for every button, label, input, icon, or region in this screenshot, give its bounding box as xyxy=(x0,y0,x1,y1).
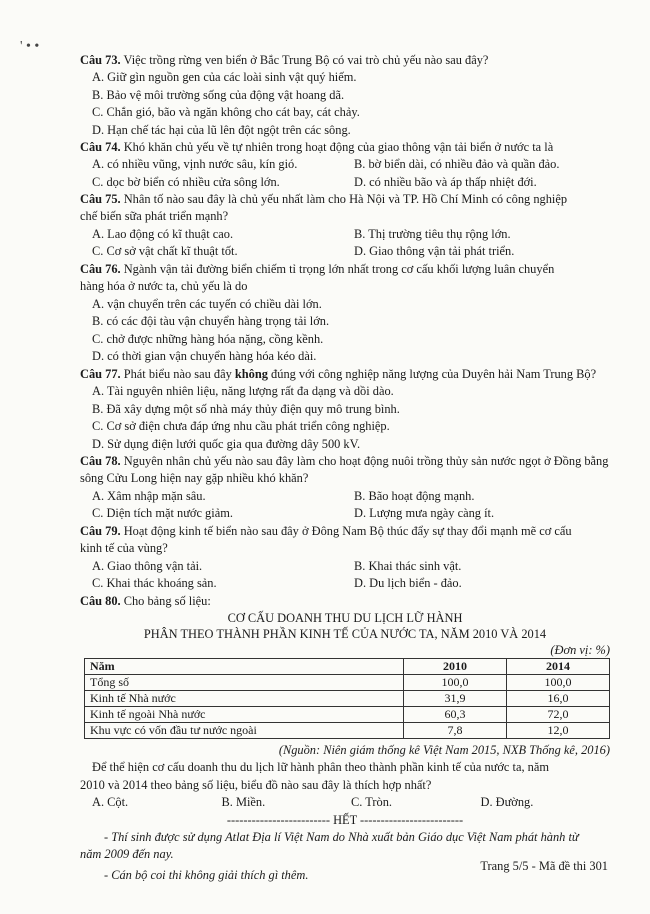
q73-option-c: C. Chắn gió, bão và ngăn không cho cát bay, cát chảy. xyxy=(92,105,360,120)
q77-option-c: C. Cơ sở điện chưa đáp ứng nhu cầu phát triển công nghiệp. xyxy=(92,419,390,434)
table-header-cell: 2014 xyxy=(507,659,610,675)
q79-option-a: A. Giao thông vận tải. xyxy=(92,558,203,573)
q73-option-b: B. Bảo vệ môi trường sống của động vật hoang dã. xyxy=(92,87,345,102)
table-row xyxy=(85,723,610,739)
q77-emphasis: không xyxy=(234,367,268,381)
question-76-stem: Câu 76. Ngành vận tải đường biển chiếm tỉ trọng lớn nhất trong cơ cấu khối lượng luân chuyển xyxy=(80,262,555,276)
q79-options-row-1 xyxy=(80,558,610,575)
q76-option-c: C. chở được những hàng hóa nặng, cồng kềnh. xyxy=(92,331,324,346)
q75-option-d: D. Giao thông vận tải phát triển. xyxy=(354,244,515,259)
question-78-stem-cont: sông Cửu Long hiện nay gặp nhiều khó khăn? xyxy=(80,471,309,486)
question-75 xyxy=(80,191,610,261)
q73-option-d: D. Hạn chế tác hại của lũ lên đột ngột trên các sông. xyxy=(92,122,351,137)
table-cell: 100,0 xyxy=(404,675,507,691)
q75-option-c: C. Cơ sở vật chất kĩ thuật tốt. xyxy=(92,244,238,259)
question-78-stem: Câu 78. Nguyên nhân chủ yếu nào sau đây làm cho hoạt động nuôi trồng thủy sản nước ngọt ở Đồng bằng xyxy=(80,454,609,468)
q79-options-row-2 xyxy=(80,575,610,592)
question-77 xyxy=(80,366,610,453)
q74-option-a: A. có nhiều vũng, vịnh nước sâu, kín gió. xyxy=(92,157,298,172)
table-row xyxy=(85,675,610,691)
note-atlas-cont: năm 2009 đến nay. xyxy=(80,846,174,861)
note-proctor: - Cán bộ coi thi không giải thích gì thêm. xyxy=(104,868,309,883)
table-header-cell: 2010 xyxy=(404,659,507,675)
q78-options-row-1 xyxy=(80,488,610,505)
question-77-stem: Câu 77. Phát biểu nào sau đây không đúng với công nghiệp năng lượng của Duyên hải Nam Trung Bộ? xyxy=(80,367,597,381)
data-table xyxy=(84,658,610,739)
q75-option-b: B. Thị trường tiêu thụ rộng lớn. xyxy=(354,226,511,241)
q80-options-row xyxy=(80,794,610,811)
table-cell: 100,0 xyxy=(507,675,610,691)
table-row xyxy=(85,707,610,723)
table-cell: 60,3 xyxy=(404,707,507,723)
q78-option-c: C. Diện tích mặt nước giảm. xyxy=(92,506,233,521)
table-header-row xyxy=(85,659,610,675)
table-cell: 12,0 xyxy=(507,723,610,739)
q78-option-a: A. Xâm nhập mặn sâu. xyxy=(92,488,206,503)
table-unit: (Đơn vị: %) xyxy=(550,643,610,658)
table-title-line-2: PHÂN THEO THÀNH PHẦN KINH TẾ CỦA NƯỚC TA, NĂM 2010 VÀ 2014 xyxy=(143,627,547,642)
table-cell: Kinh tế ngoài Nhà nước xyxy=(85,707,404,723)
question-74 xyxy=(80,139,610,191)
q75-options-row-1 xyxy=(80,226,610,243)
question-76 xyxy=(80,261,610,365)
q80-option-c: C. Tròn. xyxy=(351,795,392,810)
question-75-stem-cont: chế biến sữa phát triển mạnh? xyxy=(80,209,229,224)
question-74-stem: Câu 74. Khó khăn chủ yếu về tự nhiên trong hoạt động của giao thông vận tải biển ở nước ta là xyxy=(80,140,554,154)
question-79-stem: Câu 79. Hoạt động kinh tế biển nào sau đây ở Đông Nam Bộ thúc đẩy sự thay đổi mạnh mẽ cơ cấu xyxy=(80,524,572,538)
q75-options-row-2 xyxy=(80,243,610,260)
q74-options-row-2 xyxy=(80,174,610,191)
question-76-stem-cont: hàng hóa ở nước ta, chủ yếu là do xyxy=(80,279,248,294)
q80-option-b: B. Miền. xyxy=(221,795,266,810)
table-cell: 7,8 xyxy=(404,723,507,739)
table-cell: 16,0 xyxy=(507,691,610,707)
q74-options-row-1 xyxy=(80,156,610,173)
q79-option-b: B. Khai thác sinh vật. xyxy=(354,558,462,573)
q79-option-c: C. Khai thác khoáng sản. xyxy=(92,576,217,591)
end-marker: ------------------------- HẾT ------------------------- xyxy=(226,812,464,827)
q80-option-d: D. Đường. xyxy=(480,795,534,810)
q73-option-a: A. Giữ gìn nguồn gen của các loài sinh vật quý hiếm. xyxy=(92,70,357,85)
q74-option-d: D. có nhiều bão và áp thấp nhiệt đới. xyxy=(354,174,537,189)
table-cell: 72,0 xyxy=(507,707,610,723)
q75-option-a: A. Lao động có kĩ thuật cao. xyxy=(92,226,234,241)
page-footer: Trang 5/5 - Mã đề thi 301 xyxy=(480,859,608,873)
q79-option-d: D. Du lịch biển - đảo. xyxy=(354,576,462,591)
question-79 xyxy=(80,523,610,593)
q77-option-a: A. Tài nguyên nhiên liệu, năng lượng rất đa dạng và dồi dào. xyxy=(92,384,394,399)
q77-option-b: B. Đã xây dựng một số nhà máy thủy điện quy mô trung bình. xyxy=(92,401,400,416)
table-cell: Khu vực có vốn đầu tư nước ngoài xyxy=(85,723,404,739)
q77-option-d: D. Sử dụng điện lưới quốc gia qua đường dây 500 kV. xyxy=(92,436,361,451)
table-cell: Kinh tế Nhà nước xyxy=(85,691,404,707)
q76-option-a: A. vận chuyển trên các tuyến có chiều dài lớn. xyxy=(92,296,322,311)
table-cell: 31,9 xyxy=(404,691,507,707)
table-header-cell: Năm xyxy=(85,659,404,675)
question-73-stem: Câu 73. Việc trồng rừng ven biển ở Bắc Trung Bộ có vai trò chủ yếu nào sau đây? xyxy=(80,53,489,67)
q74-option-b: B. bờ biển dài, có nhiều đảo và quần đảo. xyxy=(354,157,560,172)
q76-option-b: B. có các đội tàu vận chuyển hàng trọng tải lớn. xyxy=(92,314,330,329)
q78-option-b: B. Bão hoạt động mạnh. xyxy=(354,488,475,503)
question-80-stem: Câu 80. Cho bảng số liệu: xyxy=(80,594,211,608)
q78-option-d: D. Lượng mưa ngày càng ít. xyxy=(354,506,495,521)
q80-option-a: A. Cột. xyxy=(92,795,129,810)
table-row xyxy=(85,691,610,707)
question-80-prompt: Để thể hiện cơ cấu doanh thu du lịch lữ hành phân theo thành phần kinh tế của nước ta, năm xyxy=(92,760,549,775)
q76-option-d: D. có thời gian vận chuyển hàng hóa kéo dài. xyxy=(92,348,317,363)
question-73 xyxy=(80,52,610,139)
q78-options-row-2 xyxy=(80,505,610,522)
table-cell: Tổng số xyxy=(85,675,404,691)
scan-marks: ' • • xyxy=(20,39,40,54)
question-75-stem: Câu 75. Nhân tố nào sau đây là chủ yếu nhất làm cho Hà Nội và TP. Hồ Chí Minh có công nghiệp xyxy=(80,192,568,206)
q74-option-c: C. dọc bờ biển có nhiều cửa sông lớn. xyxy=(92,174,280,189)
table-title-line-1: CƠ CẤU DOANH THU DU LỊCH LỮ HÀNH xyxy=(227,611,463,626)
question-80 xyxy=(80,593,610,885)
table-source: (Nguồn: Niên giám thống kê Việt Nam 2015, NXB Thống kê, 2016) xyxy=(278,743,610,758)
note-atlas: - Thí sinh được sử dụng Atlat Địa lí Việt Nam do Nhà xuất bản Giáo dục Việt Nam phát hành từ xyxy=(104,829,579,844)
question-78 xyxy=(80,453,610,523)
question-80-prompt-cont: 2010 và 2014 theo bảng số liệu, biểu đồ nào sau đây là thích hợp nhất? xyxy=(80,777,432,792)
question-79-stem-cont: kinh tế của vùng? xyxy=(80,541,168,556)
